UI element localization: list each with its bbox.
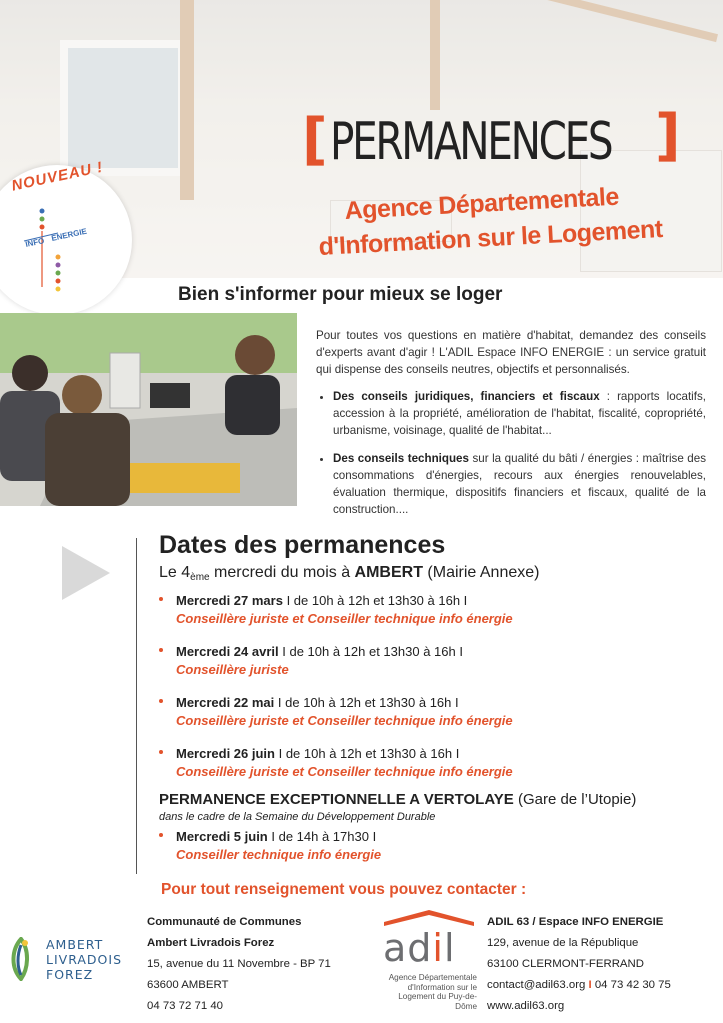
- bullet-heading: Des conseils techniques: [333, 452, 469, 465]
- logo-line: AMBERT: [46, 937, 104, 952]
- intro-paragraph: Pour toutes vos questions en matière d'habitat, demandez des conseils d'experts avant d'agir ! L'ADIL Espace INFO ENERGIE : un service gratuit qui dispense des conseils neutres, objectifs et personnalisés.: [316, 329, 706, 376]
- info-energie-logo: [22, 205, 102, 295]
- hours-label: I de 10h à 12h et 13h30 à 16h I: [282, 593, 468, 608]
- date-label: Mercredi 5 juin: [176, 829, 268, 844]
- advisor-label: Conseillère juriste et Conseiller technique info énergie: [176, 713, 513, 728]
- date-label: Mercredi 22 mai: [176, 695, 275, 710]
- dates-list: [159, 592, 699, 796]
- advisor-label: Conseiller technique info énergie: [176, 847, 382, 862]
- adil-address: ADIL 63 / Espace INFO ENERGIE 129, avenue de la République 63100 CLERMONT-FERRAND contact@adil63.org I 04 73 42 30 75 www.adil63.org: [487, 912, 671, 1017]
- nouveau-label: NOUVEAU !: [10, 158, 105, 195]
- website-link[interactable]: www.adil63.org: [487, 1000, 565, 1012]
- list-item: [159, 694, 699, 745]
- logo-energie-text: ÉNERGIE: [50, 226, 88, 243]
- exceptional-title: PERMANENCE EXCEPTIONNELLE A VERTOLAYE (Gare de l’Utopie): [159, 791, 637, 808]
- agency-line-1: Agence Départementale: [344, 182, 620, 225]
- advisor-label: Conseillère juriste et Conseiller technique info énergie: [176, 764, 513, 779]
- list-item: [159, 592, 699, 643]
- list-item: [333, 388, 706, 439]
- play-arrow-icon: [62, 546, 110, 600]
- bullet-text: : rapports locatifs, accession à la propriété, amélioration de l'habitat, fiscalité, copropriété, urbanisme, voisinage, qualité de l'habitat...: [333, 390, 706, 437]
- exceptional-context: dans le cadre de la Semaine du Développement Durable: [159, 811, 436, 823]
- adil-phone: 04 73 42 30 75: [594, 979, 671, 991]
- office-photo: [0, 313, 297, 506]
- bullet-text: sur la qualité du bâti / énergies : maîtrise des consommations d'énergies, recours aux énergies renouvelables, évaluation thermique, dispositifs financiers et fiscaux, qualité de la construction....: [333, 452, 706, 516]
- logo-info-text: INFO: [24, 236, 46, 249]
- tagline: Bien s'informer pour mieux se loger: [178, 284, 503, 305]
- email-link[interactable]: contact@adil63.org: [487, 979, 586, 991]
- ambert-livradois-forez-logo: [8, 937, 128, 987]
- date-label: Mercredi 26 juin: [176, 746, 275, 761]
- date-label: Mercredi 27 mars: [176, 593, 283, 608]
- intro-section: [316, 327, 706, 529]
- bracket-left: [: [302, 107, 328, 172]
- dates-title: Dates des permanences: [159, 531, 446, 559]
- bullet-icon: [159, 699, 163, 703]
- list-item: [159, 643, 699, 694]
- contact-heading: Pour tout renseignement vous pouvez contacter :: [161, 881, 527, 898]
- adil-logo: adil Agence Départementale d'Information sur le Logement du Puy-de-Dôme: [379, 910, 479, 1010]
- hours-label: I de 10h à 12h et 13h30 à 16h I: [274, 695, 459, 710]
- advisor-label: Conseillère juriste et Conseiller technique info énergie: [176, 611, 513, 626]
- hours-label: I de 10h à 12h et 13h30 à 16h I: [278, 644, 463, 659]
- bullet-icon: [159, 648, 163, 652]
- city-name: AMBERT: [354, 564, 423, 581]
- bullet-icon: [159, 597, 163, 601]
- bracket-right: ]: [655, 103, 681, 168]
- exceptional-item: [159, 828, 696, 864]
- dates-subtitle: Le 4ème mercredi du mois à AMBERT (Mairie Annexe): [159, 564, 540, 583]
- hours-label: I de 10h à 12h et 13h30 à 16h I: [274, 746, 460, 761]
- adil-logo-caption: Agence Départementale d'Information sur le Logement du Puy-de-Dôme: [388, 973, 477, 1011]
- hours-label: I de 14h à 17h30 I: [267, 829, 377, 844]
- page-title: PERMANENCES: [330, 112, 612, 172]
- alf-leaf-icon: [8, 937, 34, 981]
- list-item: [159, 745, 699, 796]
- advisor-label: Conseillère juriste: [176, 662, 289, 677]
- cc-phone: 04 73 72 71 40: [147, 1000, 224, 1012]
- logo-line: LIVRADOIS: [46, 952, 123, 967]
- agency-line-2: d'Information sur le Logement: [318, 214, 664, 261]
- bullet-icon: [159, 750, 163, 754]
- bullet-heading: Des conseils juridiques, financiers et fiscaux: [333, 390, 600, 403]
- cc-address: Communauté de Communes Ambert Livradois Forez 15, avenue du 11 Novembre - BP 71 63600 AMBERT 04 73 72 71 40: [147, 912, 331, 1017]
- divider: [136, 538, 137, 874]
- list-item: [333, 450, 706, 518]
- date-label: Mercredi 24 avril: [176, 644, 279, 659]
- advice-list: [316, 388, 706, 518]
- logo-line: FOREZ: [46, 967, 94, 982]
- bullet-icon: [159, 833, 163, 837]
